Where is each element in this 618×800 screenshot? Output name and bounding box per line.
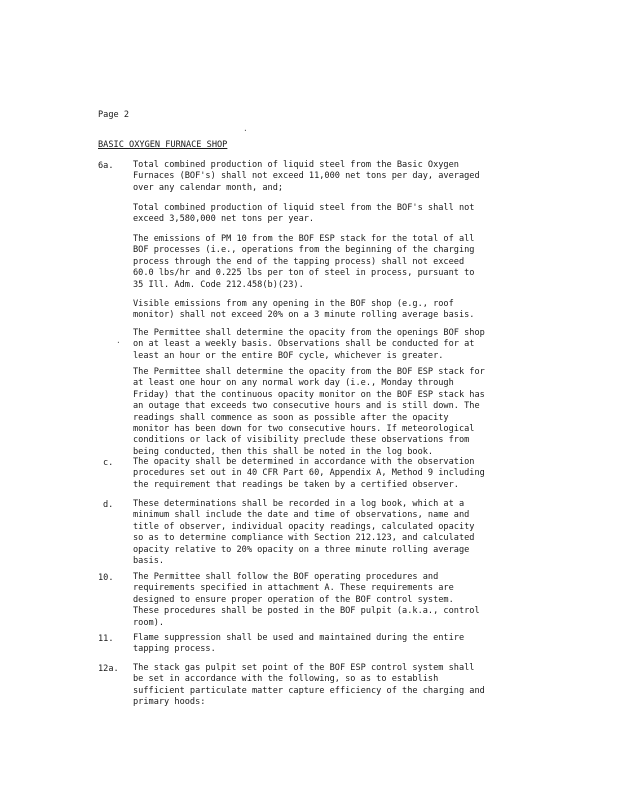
scan-speck: ·: [243, 126, 248, 135]
item-number-c: c.: [103, 458, 114, 468]
paragraph-6a-visible-emissions: Visible emissions from any opening in the BOF shop (e.g., roof monitor) shall not exceed 20% on a 3 minute rolling average basis.: [133, 299, 475, 321]
item-number-12a: 12a.: [98, 664, 119, 674]
paragraph-c-opacity-method: The opacity shall be determined in accordance with the observation procedures set out in 40 CFR Part 60, Appendix A, Method 9 including the requirement that readings be taken by a certified observer.: [133, 457, 485, 490]
paragraph-6a-production-daily: Total combined production of liquid steel from the Basic Oxygen Furnaces (BOF's) shall not exceed 11,000 net tons per day, averaged over any calendar month, and;: [133, 160, 480, 193]
paragraph-6a-production-annual: Total combined production of liquid steel from the BOF's shall not exceed 3,580,000 net tons per year.: [133, 203, 475, 225]
paragraph-11-flame-suppression: Flame suppression shall be used and maintained during the entire tapping process.: [133, 633, 465, 655]
item-number-6a: 6a.: [98, 161, 114, 171]
paragraph-12a-stack-gas-setpoint: The stack gas pulpit set point of the BOF ESP control system shall be set in accordance with the following, so as to establish sufficient particulate matter capture efficiency of the charging and primary hoods:: [133, 663, 485, 708]
item-number-11: 11.: [98, 634, 114, 644]
item-number-d: d.: [103, 500, 114, 510]
paragraph-6a-esp-opacity: The Permittee shall determine the opacity from the BOF ESP stack for at least one hour on any normal work day (i.e., Monday through Friday) that the continuous opacity monitor on the BOF ESP stack has an outage that exceeds two consecutive hours and is still down. The readings shall commence as soon as possible after the opacity monitor has been down for two consecutive hours. If meteorological conditions or lack of visibility preclude these observations from being conducted, then this shall be noted in the log book.: [133, 367, 485, 457]
paragraph-6a-pm10-emissions: The emissions of PM 10 from the BOF ESP stack for the total of all BOF processes (i.e., operations from the beginning of the charging process through the end of the tapping process) shall not exceed 60.0 lbs/hr and 0.225 lbs per ton of steel in process, pursuant to 35 Ill. Adm. Code 212.458(b)(23).: [133, 234, 475, 290]
item-number-10: 10.: [98, 573, 114, 583]
paragraph-6a-weekly-opacity: The Permittee shall determine the opacity from the openings BOF shop on at least a weekly basis. Observations shall be conducted for at least an hour or the entire BOF cycle, whichever is greater.: [133, 328, 485, 361]
page-number: Page 2: [98, 110, 130, 120]
scan-speck: ·: [116, 338, 121, 347]
section-heading: BASIC OXYGEN FURNACE SHOP: [98, 140, 228, 150]
paragraph-10-operating-procedures: The Permittee shall follow the BOF operating procedures and requirements specified in attachment A. These requirements are designed to ensure proper operation of the BOF control system. These procedures shall be posted in the BOF pulpit (a.k.a., control room).: [133, 572, 480, 628]
paragraph-d-log-book: These determinations shall be recorded in a log book, which at a minimum shall include the date and time of observations, name and title of observer, individual opacity readings, calculated opacity so as to determine compliance with Section 212.123, and calculated opacity relative to 20% opacity on a three minute rolling average basis.: [133, 499, 475, 567]
